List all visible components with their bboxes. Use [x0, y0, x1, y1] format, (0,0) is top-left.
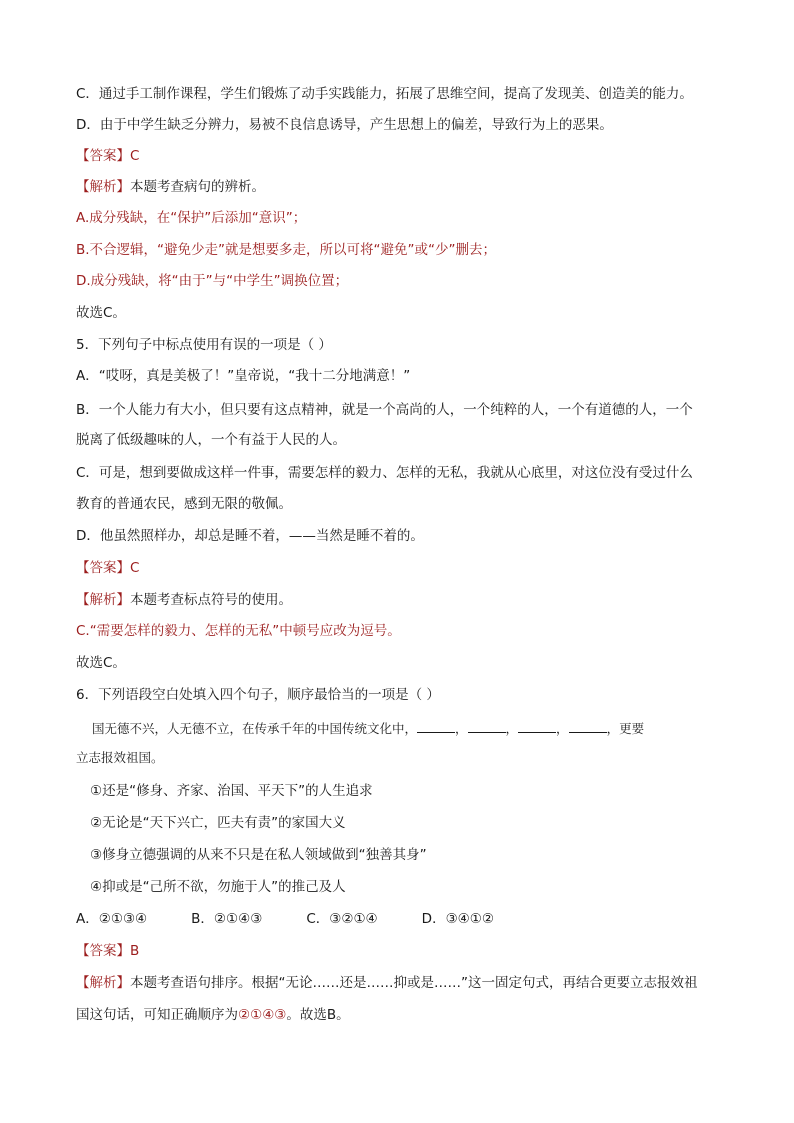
q4-option-c: C．通过手工制作课程，学生们锻炼了动手实践能力，拓展了思维空间，提高了发现美、创造美的能力。	[76, 86, 693, 102]
q4-analysis	[76, 177, 736, 197]
q6-sentence-1: ①还是“修身、齐家、治国、平天下”的人生追求	[90, 783, 373, 799]
q6-analysis-line1	[76, 973, 736, 993]
q5-note-c: C.“需要怎样的毅力、怎样的无私”中顿号应改为逗号。	[76, 623, 401, 639]
q6-sentence-3: ③修身立德强调的从来不只是在私人领域做到“独善其身”	[90, 847, 427, 863]
q4-note-d: D.成分残缺，将“由于”与“中学生”调换位置；	[76, 273, 349, 289]
passage-tail: ，更要	[606, 721, 645, 736]
passage-text: 国无德不兴，人无德不立，在传承千年的中国传统文化中，	[92, 721, 418, 736]
answer-tag: 【答案】	[76, 560, 130, 576]
analysis-tag: 【解析】	[76, 592, 130, 608]
option-b: B．②①④③	[191, 911, 263, 927]
q5-conclusion: 故选C。	[76, 655, 126, 671]
q5-answer	[76, 558, 736, 578]
blank-1	[417, 720, 455, 733]
q5-option-c-line2: 教育的普通农民，感到无限的敬佩。	[76, 496, 292, 512]
analysis-tag: 【解析】	[76, 179, 130, 195]
q4-option-d: D．由于中学生缺乏分辨力，易被不良信息诱导，产生思想上的偏差，导致行为上的恶果。	[76, 117, 613, 133]
q4-note-a: A.成分残缺，在“保护”后添加“意识”；	[76, 210, 307, 226]
option-d: D．③④①②	[421, 911, 494, 927]
answer-tag: 【答案】	[76, 148, 130, 164]
answer-value: C	[130, 148, 140, 164]
q6-sentence-4: ④抑或是“己所不欲，勿施于人”的推己及人	[90, 879, 346, 895]
q4-answer	[76, 146, 736, 166]
q5-stem: 5．下列句子中标点使用有误的一项是（ ）	[76, 337, 332, 353]
answer-value: C	[130, 560, 140, 576]
answer-value: B	[130, 943, 140, 959]
analysis-text: 本题考查病句的辨析。	[130, 179, 265, 195]
q6-passage-line2: 立志报效祖国。	[76, 750, 164, 765]
answer-tag: 【答案】	[76, 943, 130, 959]
q5-option-d: D．他虽然照样办，却总是睡不着，——当然是睡不着的。	[76, 528, 424, 544]
q4-conclusion: 故选C。	[76, 305, 126, 321]
analysis-text: 本题考查语句排序。根据“无论……还是……抑或是……”这一固定句式，再结合更要立志报效祖	[130, 975, 698, 991]
q5-analysis	[76, 590, 736, 610]
q5-option-c-line1: C．可是，想到要做成这样一件事，需要怎样的毅力、怎样的无私，我就从心底里，对这位没有受过什么	[76, 465, 693, 481]
q5-option-b-line1: B．一个人能力有大小，但只要有这点精神，就是一个高尚的人，一个纯粹的人，一个有道德的人，一个	[76, 402, 693, 418]
analysis-tag: 【解析】	[76, 975, 130, 991]
q5-option-a: A．“哎呀，真是美极了！”皇帝说，“我十二分地满意！”	[76, 368, 411, 384]
q4-note-b: B.不合逻辑，“避免少走”就是想要多走，所以可将“避免”或“少”删去；	[76, 242, 497, 258]
blank-2	[468, 720, 506, 733]
analysis-end: 。故选B。	[286, 1007, 350, 1023]
option-a: A．②①③④	[76, 911, 148, 927]
q6-stem: 6．下列语段空白处填入四个句子，顺序最恰当的一项是（ ）	[76, 687, 440, 703]
q6-answer	[76, 941, 736, 961]
q6-passage-line1: 国无德不兴，人无德不立，在传承千年的中国传统文化中， ， ， ， ，更要	[92, 721, 645, 736]
analysis-text: 国这句话，可知正确顺序为	[76, 1007, 238, 1023]
q6-options	[76, 909, 736, 929]
analysis-text: 本题考查标点符号的使用。	[130, 592, 292, 608]
q6-analysis-line2	[76, 1005, 736, 1025]
analysis-order: ②①④③	[238, 1007, 287, 1023]
blank-3	[518, 720, 556, 733]
option-c: C．③②①④	[306, 911, 378, 927]
blank-4	[569, 720, 607, 733]
q5-option-b-line2: 脱离了低级趣味的人，一个有益于人民的人。	[76, 432, 346, 448]
q6-sentence-2: ②无论是“天下兴亡，匹夫有责”的家国大义	[90, 815, 346, 831]
